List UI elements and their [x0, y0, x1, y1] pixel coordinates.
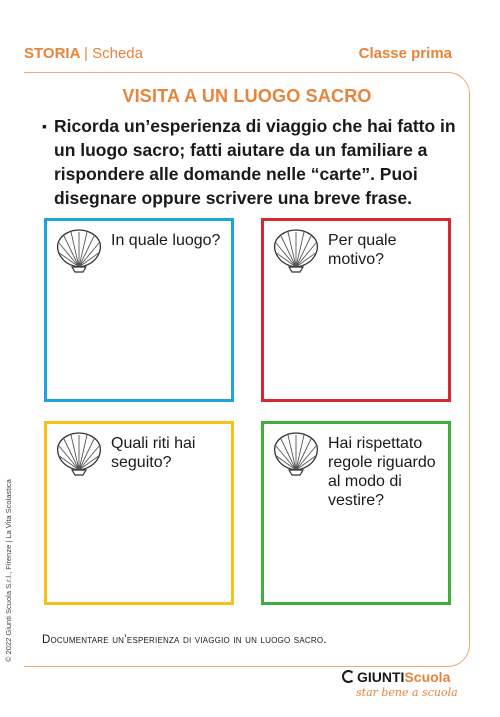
scallop-shell-icon [270, 227, 322, 273]
brand-logo [342, 669, 462, 709]
card-question: Per quale motivo? [328, 232, 397, 268]
header-type: Scheda [92, 45, 143, 62]
card-reason[interactable] [261, 218, 451, 402]
header-grade: Classe prima [358, 45, 452, 62]
brand-name-suffix: Scuola [404, 669, 451, 685]
scallop-shell-icon [53, 430, 105, 476]
footer-objective [42, 634, 327, 646]
objective-text: Documentare un’esperienza di viaggio in un luogo sacro. [42, 634, 327, 646]
card-question: Hai rispettato regole riguardo al modo di vestire? [328, 435, 436, 509]
brand-name [342, 669, 462, 685]
bullet-icon: ▪ [42, 118, 47, 134]
brand-name-prefix: GIUNTI [357, 669, 405, 685]
scallop-shell-icon [270, 430, 322, 476]
instruction-block [42, 114, 462, 210]
header-subject: STORIA [24, 45, 80, 62]
page-header [24, 45, 452, 65]
copyright-notice: © 2022 Giunti Scuola S.r.l., Firenze | La Vita Scolastica [4, 479, 13, 662]
scallop-shell-icon [53, 227, 105, 273]
brand-tagline: star bene a scuola [356, 686, 458, 699]
giunti-g-icon [342, 670, 355, 683]
card-question: In quale luogo? [111, 232, 221, 249]
card-place[interactable] [44, 218, 234, 402]
card-dress-code[interactable] [261, 421, 451, 605]
header-separator: | [84, 45, 88, 62]
page-title: VISITA A UN LUOGO SACRO [122, 86, 372, 106]
card-rites[interactable] [44, 421, 234, 605]
card-question: Quali riti hai seguito? [111, 435, 196, 471]
instruction-text: Ricorda un’esperienza di viaggio che hai fatto in un luogo sacro; fatti aiutare da un familiare a rispondere alle domande nelle “carte”. Puoi disegnare oppure scrivere una breve frase. [54, 116, 456, 208]
header-subject-group [24, 45, 143, 62]
